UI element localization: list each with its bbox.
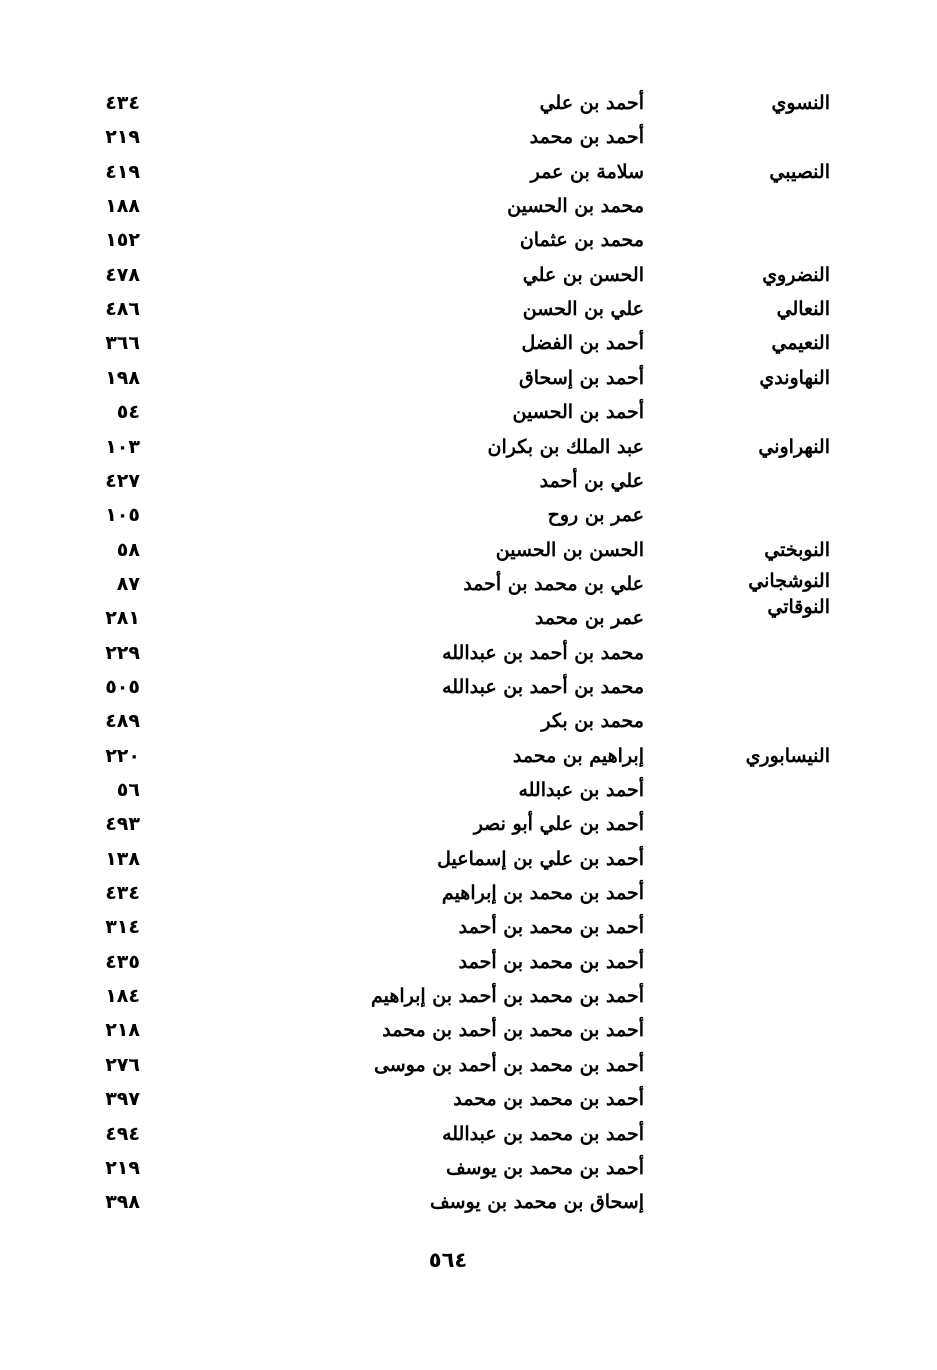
entry-page-number: ٤١٩ — [105, 160, 140, 183]
index-entry — [0, 1185, 937, 1219]
entry-page-number: ٣١٤ — [105, 916, 140, 939]
index-entry — [0, 1151, 937, 1185]
entry-page-number: ١٩٨ — [105, 366, 140, 389]
entry-name: أحمد بن محمد بن أحمد بن موسى — [373, 1053, 644, 1076]
entry-name: أحمد بن علي — [539, 92, 644, 114]
index-entry — [0, 155, 937, 189]
entry-name: أحمد بن علي أبو نصر — [473, 813, 644, 836]
entry-name: أحمد بن محمد بن عبدالله — [442, 1122, 644, 1145]
entry-page-number: ٤٨٩ — [105, 710, 140, 733]
entry-page-number: ٥٨ — [116, 538, 140, 561]
index-entry — [0, 807, 937, 841]
entry-page-number: ١٨٤ — [105, 985, 140, 1008]
entry-nisba: النهراوني — [758, 435, 830, 458]
index-entry — [0, 258, 937, 292]
entry-page-number: ٣٩٧ — [105, 1088, 140, 1111]
entry-name: عمر بن روح — [547, 504, 644, 527]
index-entry — [0, 86, 937, 120]
index-entry — [0, 120, 937, 154]
entry-nisba: النوبختي — [764, 538, 830, 561]
entry-name: أحمد بن محمد بن يوسف — [445, 1156, 644, 1179]
index-entry — [0, 361, 937, 395]
entry-page-number: ٤٩٤ — [105, 1122, 140, 1145]
entry-name: محمد بن أحمد بن عبدالله — [442, 641, 644, 664]
entry-name: أحمد بن محمد بن إبراهيم — [441, 882, 644, 905]
entry-name: أحمد بن علي بن إسماعيل — [437, 847, 644, 870]
entry-name: محمد بن أحمد بن عبدالله — [442, 675, 644, 698]
index-entry — [0, 704, 937, 738]
index-entry — [0, 464, 937, 498]
entry-page-number: ١٥٢ — [105, 229, 140, 252]
entry-nisba: النصيبي — [769, 160, 830, 183]
entry-page-number: ٤٧٨ — [105, 263, 140, 286]
entry-name: عمر بن محمد — [534, 607, 644, 630]
entry-page-number: ٢١٩ — [105, 1156, 140, 1179]
entry-name: محمد بن الحسين — [507, 195, 644, 218]
entry-nisba: النيسابوري — [745, 744, 830, 767]
entry-page-number: ٣٩٨ — [105, 1191, 140, 1214]
entry-nisba: النسوي — [771, 92, 830, 114]
page-number: ٥٦٤ — [428, 1248, 468, 1272]
entry-nisba: النضروي — [762, 263, 830, 286]
index-entry — [0, 945, 937, 979]
index-entry — [0, 876, 937, 910]
entry-page-number: ١٣٨ — [105, 847, 140, 870]
entry-name: الحسن بن علي — [522, 263, 644, 286]
entry-page-number: ٥٤ — [116, 401, 140, 424]
entry-page-number: ٥٠٥ — [105, 675, 140, 698]
entry-nisba: النوقاتي — [767, 596, 830, 619]
index-entry — [0, 739, 937, 773]
entry-page-number: ١٨٨ — [105, 195, 140, 218]
entry-page-number: ٢١٩ — [105, 126, 140, 149]
entry-name: أحمد بن محمد بن أحمد بن إبراهيم — [370, 985, 644, 1008]
entry-name: عبد الملك بن بكران — [487, 435, 644, 458]
entry-page-number: ٤٣٤ — [105, 92, 140, 114]
index-entry — [0, 395, 937, 429]
entry-page-number: ٨٧ — [116, 572, 140, 595]
entry-page-number: ١٠٣ — [105, 435, 140, 458]
index-entry — [0, 910, 937, 944]
entry-page-number: ٢٨١ — [105, 607, 140, 630]
index-entry — [0, 1013, 937, 1047]
entry-page-number: ٤٢٧ — [105, 469, 140, 492]
entry-page-number: ٤٣٤ — [105, 882, 140, 905]
entry-name: أحمد بن إسحاق — [519, 366, 644, 389]
index-entry — [0, 189, 937, 223]
index-entry — [0, 326, 937, 360]
entry-nisba: النوشجاني — [748, 569, 830, 592]
index-entry — [0, 1082, 937, 1116]
index-entry — [0, 636, 937, 670]
entry-name: أحمد بن عبدالله — [518, 779, 644, 801]
index-entry — [0, 292, 937, 326]
entry-nisba: النعالي — [776, 298, 830, 321]
entry-page-number: ٤٨٦ — [105, 298, 140, 321]
entry-page-number: ٤٣٥ — [105, 950, 140, 973]
entry-name: علي بن محمد بن أحمد — [463, 572, 644, 595]
entry-name: أحمد بن محمد — [529, 126, 644, 149]
entry-page-number: ١٠٥ — [105, 504, 140, 527]
index-entry — [0, 1048, 937, 1082]
entry-page-number: ٢٧٦ — [105, 1053, 140, 1076]
index-entry — [0, 670, 937, 704]
entry-nisba: النعيمي — [771, 332, 830, 355]
entry-page-number: ٤٩٣ — [105, 813, 140, 836]
index-entry — [0, 773, 937, 807]
entry-name: الحسن بن الحسين — [495, 538, 644, 561]
entry-name: إسحاق بن محمد بن يوسف — [429, 1191, 644, 1214]
entry-name: إبراهيم بن محمد — [512, 744, 644, 767]
entry-page-number: ٢٢٠ — [105, 744, 140, 767]
index-entry — [0, 533, 937, 567]
entry-name: سلامة بن عمر — [530, 160, 644, 183]
index-entry — [0, 842, 937, 876]
entry-nisba: النهاوندي — [759, 366, 830, 389]
entry-name: علي بن الحسن — [522, 298, 644, 321]
entry-name: أحمد بن الفضل — [521, 332, 644, 355]
entry-name: أحمد بن الحسين — [512, 401, 644, 424]
entry-name: أحمد بن محمد بن محمد — [453, 1088, 644, 1111]
index-entry — [0, 1117, 937, 1151]
index-entry — [0, 979, 937, 1013]
entry-name: أحمد بن محمد بن أحمد — [458, 950, 644, 973]
index-entry — [0, 596, 937, 635]
entry-name: أحمد بن محمد بن أحمد بن محمد — [382, 1019, 644, 1042]
entry-name: محمد بن عثمان — [519, 229, 644, 252]
entry-page-number: ٢٢٩ — [105, 641, 140, 664]
entry-page-number: ٣٦٦ — [105, 332, 140, 355]
index-entry — [0, 498, 937, 532]
entry-name: أحمد بن محمد بن أحمد — [458, 916, 644, 939]
entry-name: محمد بن بكر — [541, 710, 644, 733]
entry-page-number: ٥٦ — [116, 779, 140, 801]
index-entry — [0, 223, 937, 257]
entry-name: علي بن أحمد — [539, 469, 644, 492]
index-entry — [0, 430, 937, 464]
entry-page-number: ٢١٨ — [105, 1019, 140, 1042]
